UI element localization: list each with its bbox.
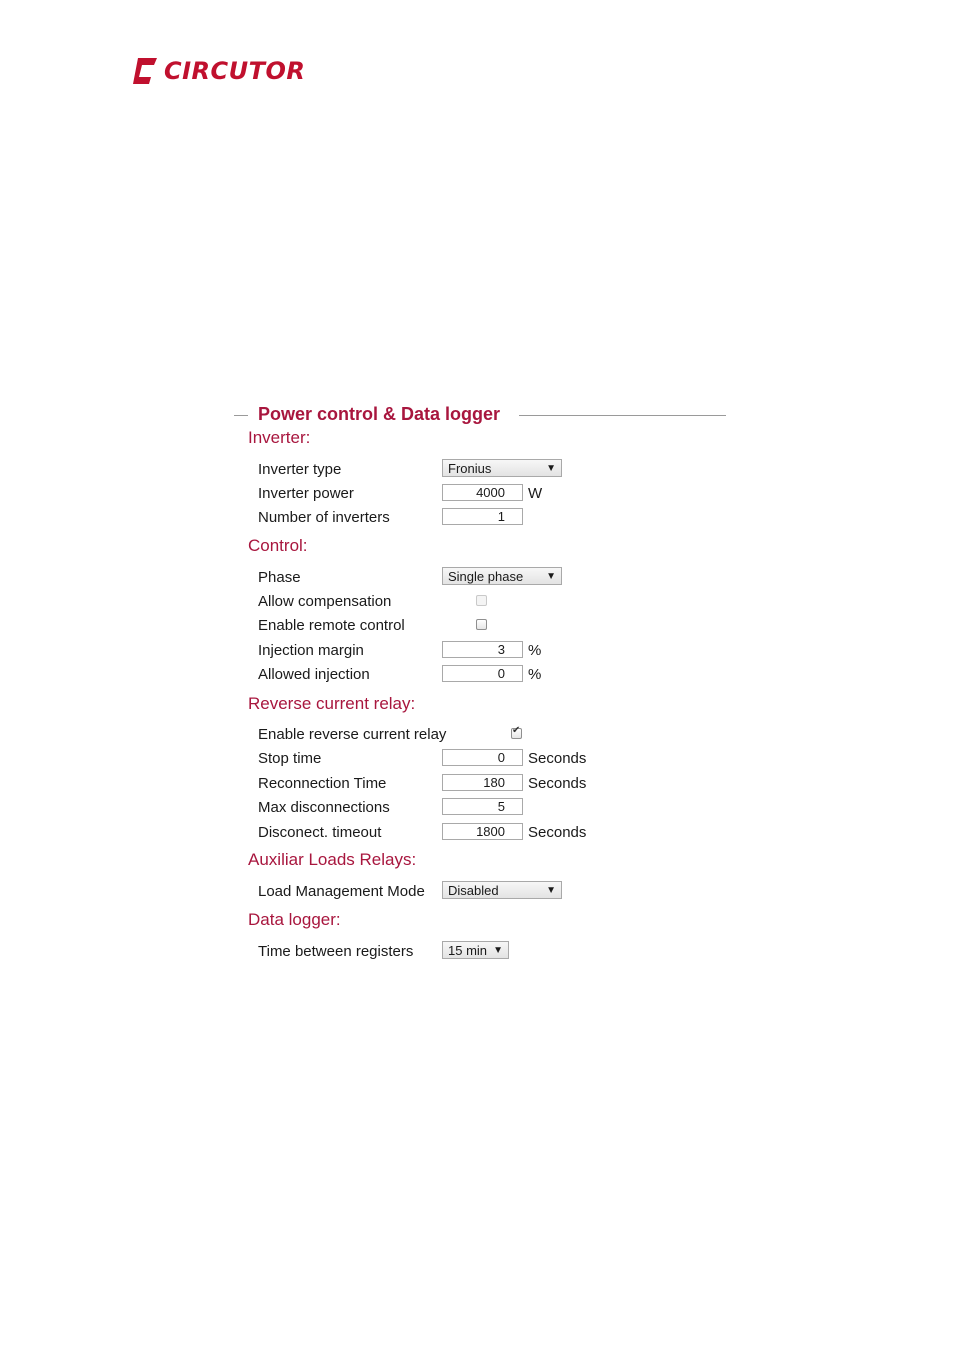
phase-row [258,567,678,589]
section-title-data-logger: Data logger: [248,910,341,929]
enable-reverse-label: Enable reverse current relay [258,726,447,743]
phase-select[interactable] [442,567,562,585]
allow-compensation-label: Allow compensation [258,593,392,610]
injection-margin-input[interactable]: 3 [442,641,523,658]
stop-time-input[interactable]: 0 [442,749,523,766]
injection-margin-label: Injection margin [258,642,364,659]
reconnection-time-input[interactable]: 180 [442,774,523,791]
fieldset-border-left [234,415,248,416]
enable-reverse-checkbox[interactable] [511,725,522,739]
inverter-power-label: Inverter power [258,485,354,502]
injection-margin-row [258,640,678,662]
stop-time-row [258,748,678,770]
max-disconnections-input[interactable]: 5 [442,798,523,815]
load-management-mode-value: Disabled [448,883,499,898]
reconnection-time-unit: Seconds [528,775,587,792]
triangle-down-icon: ▼ [546,463,556,474]
brand-name: CIRCUTOR [164,57,306,85]
inverter-type-row [258,459,678,481]
allowed-injection-row [258,664,678,686]
disconnect-timeout-input[interactable]: 1800 [442,823,523,840]
triangle-down-icon: ▼ [493,945,503,956]
time-between-registers-row [258,941,678,963]
number-of-inverters-label: Number of inverters [258,509,390,526]
allowed-injection-label: Allowed injection [258,666,370,683]
section-title-inverter: Inverter: [248,428,311,447]
triangle-down-icon: ▼ [546,885,556,896]
panel-title: Power control & Data logger [258,404,501,424]
enable-reverse-row [258,724,678,746]
phase-label: Phase [258,569,301,586]
inverter-power-input[interactable]: 4000 [442,484,523,501]
load-management-mode-select[interactable] [442,881,562,899]
inverter-power-row [258,483,678,505]
phase-value: Single phase [448,569,524,584]
allow-compensation-checkbox[interactable] [476,595,487,606]
inverter-type-label: Inverter type [258,461,342,478]
stop-time-unit: Seconds [528,750,587,767]
enable-remote-control-row [258,615,678,637]
number-of-inverters-row [258,507,678,529]
max-disconnections-row [258,797,678,819]
enable-remote-control-checkbox[interactable] [476,619,487,630]
allowed-injection-unit: % [528,666,542,683]
time-between-registers-value: 15 min [448,943,488,958]
inverter-power-unit: W [528,485,543,502]
disconnect-timeout-unit: Seconds [528,824,587,841]
disconnect-timeout-label: Disconect. timeout [258,824,382,841]
time-between-registers-select[interactable] [442,941,509,959]
fieldset-border-right [519,415,726,416]
load-management-mode-row [258,881,678,903]
number-of-inverters-input[interactable]: 1 [442,508,523,525]
section-title-reverse-relay: Reverse current relay: [248,694,416,713]
inverter-type-select[interactable] [442,459,562,477]
allow-compensation-row [258,591,678,613]
circutor-logo [130,55,305,87]
reconnection-time-row [258,773,678,795]
section-title-control: Control: [248,536,308,555]
circutor-logo-icon [130,56,160,86]
load-management-mode-label: Load Management Mode [258,883,425,900]
triangle-down-icon: ▼ [546,571,556,582]
injection-margin-unit: % [528,642,542,659]
check-icon: ✔ [512,725,521,736]
inverter-type-value: Fronius [448,461,492,476]
allowed-injection-input[interactable]: 0 [442,665,523,682]
disconnect-timeout-row [258,822,678,844]
reconnection-time-label: Reconnection Time [258,775,387,792]
stop-time-label: Stop time [258,750,322,767]
section-title-aux-loads: Auxiliar Loads Relays: [248,850,417,869]
enable-remote-control-label: Enable remote control [258,617,405,634]
time-between-registers-label: Time between registers [258,943,414,960]
max-disconnections-label: Max disconnections [258,799,390,816]
